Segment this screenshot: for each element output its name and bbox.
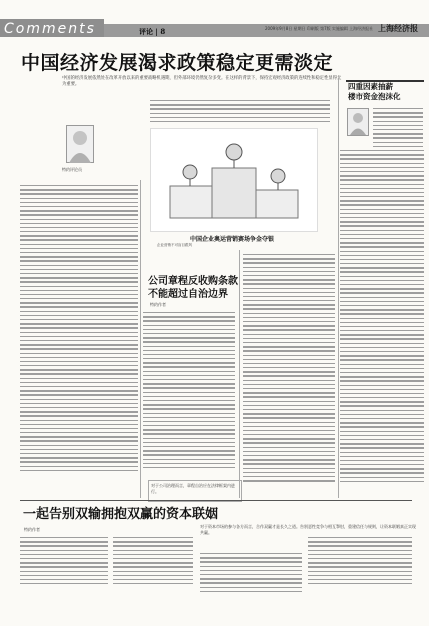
- sidebar-body-top: [373, 108, 423, 150]
- sidebar-body: [340, 150, 424, 485]
- bottom-column-3: [200, 553, 302, 595]
- bottom-column-4: [308, 537, 412, 587]
- second-headline-line1: 公司章程反收购条款: [148, 276, 238, 287]
- cartoon-subcaption: 企业营销不可盲目跟风: [157, 243, 192, 247]
- main-lede: 中国的经济发展依然处在改革开放以来的重要战略机遇期，但外部环境仍然复杂多变。在这样的背景下，保持宏观经济政策的连续性和稳定性显得尤为重要。: [62, 76, 342, 87]
- cartoon-caption: 中国企业奥运营销赛场争金夺银: [190, 236, 275, 243]
- bottom-column-2: [113, 537, 193, 587]
- sidebar-headline: [348, 82, 401, 102]
- masthead-logo: Comments: [4, 21, 96, 37]
- author-portrait: [66, 125, 94, 163]
- second-byline: 特约作者: [150, 302, 166, 307]
- bottom-byline: 特约作者: [24, 527, 40, 532]
- column-rule: [338, 78, 339, 498]
- cartoon-illustration: [150, 128, 318, 232]
- second-headline: [148, 275, 238, 301]
- sidebar-portrait: [347, 108, 369, 136]
- bottom-column-1: [20, 537, 108, 587]
- bottom-lede: 对于资本市场的参与各方而言，合作双赢才是长久之道。告别恶性竞争与相互掣肘，重建信任与规则，让资本联姻真正实现共赢。: [200, 524, 416, 535]
- bottom-divider: [20, 500, 412, 501]
- section-label: 评论 | 8: [139, 27, 166, 36]
- bottom-headline: 一起告别双输拥抱双赢的资本联姻: [23, 507, 219, 522]
- portrait-caption: 特约评论员: [62, 167, 82, 172]
- second-headline-line2: 不能超过自治边界: [148, 289, 228, 300]
- paper-name: 上海经济报: [378, 23, 418, 33]
- column-rule: [140, 180, 141, 498]
- body-column-1: [20, 185, 138, 474]
- body-column-3: [243, 254, 335, 484]
- sidebar-headline-line2: 楼市资金泡沫化: [348, 92, 401, 101]
- pull-quote-text: 对于公司治理而言，章程自治应在法律框架内进行。: [151, 483, 235, 494]
- main-headline: 中国经济发展渴求政策稳定更需淡定: [21, 52, 334, 74]
- upper-right-body: [150, 100, 330, 125]
- body-column-2: [143, 312, 235, 471]
- issue-meta: 2009年9月8日 星期日 印刷版 第7版 实施编辑 上海经济报社: [265, 26, 374, 31]
- column-rule: [239, 250, 240, 498]
- sidebar-headline-line1: 四重因素抽薪: [348, 82, 393, 91]
